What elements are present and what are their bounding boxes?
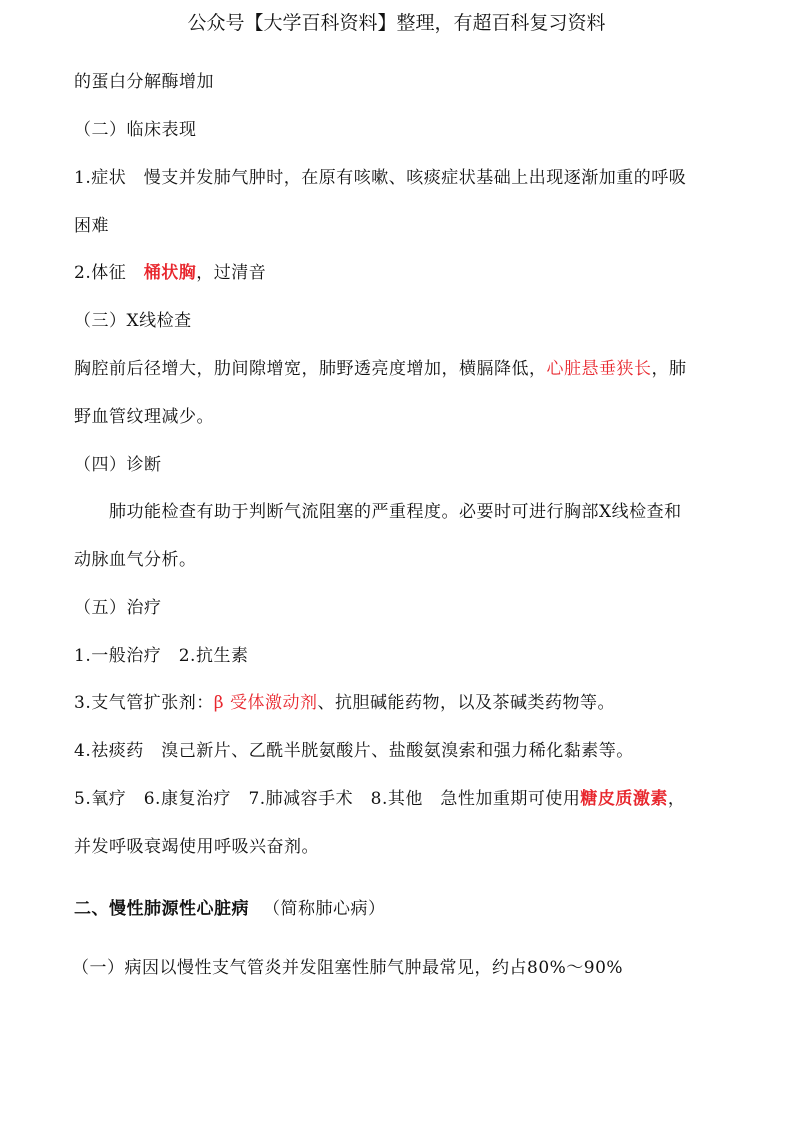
highlight-heart: 心脏悬垂狭长 [546,359,652,379]
text-line: 野血管纹理减少。 [74,407,214,427]
signs-label: 2.体征 [74,263,144,283]
section-heading-treatment: （五）治疗 [74,598,162,618]
text-line: 的蛋白分解酶增加 [74,72,214,92]
text-line: 并发呼吸衰竭使用呼吸兴奋剂。 [74,837,319,857]
xray-rest: ，肺 [651,359,687,379]
section-heading-xray: （三）X线检查 [74,311,192,331]
xray-text: 胸腔前后径增大，肋间隙增宽，肺野透亮度增加，横膈降低， [74,359,547,379]
text-line-treatment-5 [74,787,685,811]
text-line-treatment-3 [74,691,615,715]
section-title-cor-pulmonale [74,897,386,921]
text-line: 困难 [74,216,109,236]
text-line: 动脉血气分析。 [74,550,197,570]
bronchodilator-rest: 、抗胆碱能药物，以及茶碱类药物等。 [317,693,615,713]
section-heading-clinical: （二）临床表现 [74,120,197,140]
text-line-xray [74,357,687,381]
highlight-barrel-chest: 桶状胸 [143,263,197,283]
section-title-main: 二、慢性肺源性心脏病 [74,899,249,919]
page-header: 公众号【大学百科资料】整理，有超百科复习资料 [187,12,606,34]
signs-rest: ，过清音 [196,263,267,283]
text-line-treatment-1: 1.一般治疗 2.抗生素 [74,646,249,666]
text-line-signs [74,261,266,285]
highlight-glucocorticoid: 糖皮质激素 [580,789,668,809]
text-line-etiology: （一）病因以慢性支气管炎并发阻塞性肺气肿最常见，约占80%～90% [72,958,624,978]
treatment-5-text: 5.氧疗 6.康复治疗 7.肺减容手术 8.其他 急性加重期可使用 [74,789,581,809]
bronchodilator-label: 3.支气管扩张剂： [74,693,214,713]
section-heading-diagnosis: （四）诊断 [74,455,162,475]
treatment-5-rest: ， [667,789,686,809]
highlight-beta-agonist: β 受体激动剂 [213,693,318,713]
text-line-symptoms: 1.症状 慢支并发肺气肿时，在原有咳嗽、咳痰症状基础上出现逐渐加重的呼吸 [74,168,687,188]
text-line-treatment-4: 4.祛痰药 溴己新片、乙酰半胱氨酸片、盐酸氨溴索和强力稀化黏素等。 [74,741,634,761]
text-line-diagnosis: 肺功能检查有助于判断气流阻塞的严重程度。必要时可进行胸部X线检查和 [109,502,682,522]
section-title-abbr: （简称肺心病） [263,899,386,919]
